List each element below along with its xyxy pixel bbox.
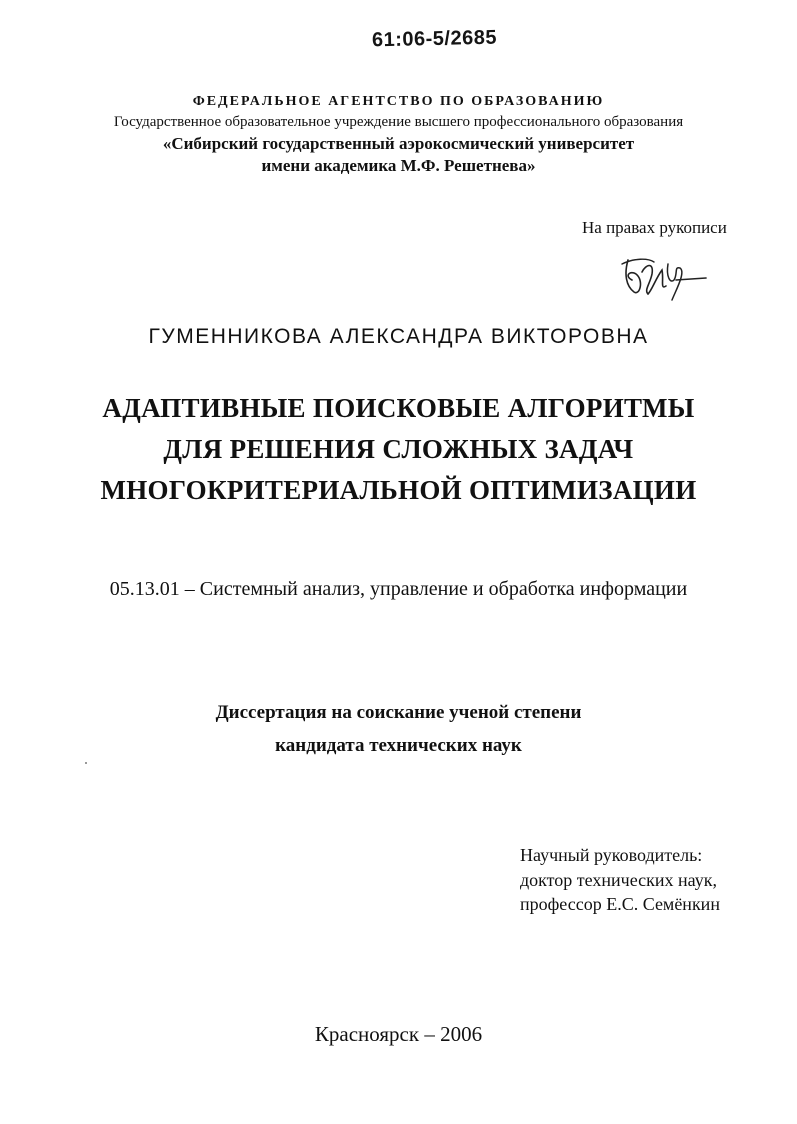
thesis-title-line2: ДЛЯ РЕШЕНИЯ СЛОЖНЫХ ЗАДАЧ	[163, 434, 634, 464]
institution-type: Государственное образовательное учреждение высшего профессионального образования	[113, 114, 684, 130]
city-year: Красноярск – 2006	[314, 1022, 483, 1046]
catalog-stamp-number: 61:06-5/2685	[371, 26, 498, 52]
agency-heading: ФЕДЕРАЛЬНОЕ АГЕНТСТВО ПО ОБРАЗОВАНИЮ	[192, 94, 605, 109]
thesis-title-line1: АДАПТИВНЫЕ ПОИСКОВЫЕ АЛГОРИТМЫ	[102, 393, 695, 423]
supervisor-name: профессор Е.С. Семёнкин	[520, 894, 720, 914]
author-name: ГУМЕННИКОВА АЛЕКСАНДРА ВИКТОРОВНА	[148, 325, 649, 348]
scan-speck	[85, 762, 87, 764]
rights-note: На правах рукописи	[582, 218, 727, 237]
supervisor-degree: доктор технических наук,	[520, 870, 717, 890]
handwritten-signature	[614, 250, 710, 302]
university-name-line2: имени академика М.Ф. Решетнева»	[261, 156, 536, 175]
university-name-line1: «Сибирский государственный аэрокосмический университет	[162, 134, 635, 153]
degree-line1: Диссертация на соискание ученой степени	[215, 702, 582, 723]
degree-line2: кандидата технических наук	[275, 735, 522, 756]
thesis-title-line3: МНОГОКРИТЕРИАЛЬНОЙ ОПТИМИЗАЦИИ	[100, 475, 697, 505]
specialty-code: 05.13.01 – Системный анализ, управление и обработка информации	[109, 578, 688, 600]
supervisor-label: Научный руководитель:	[520, 845, 703, 865]
